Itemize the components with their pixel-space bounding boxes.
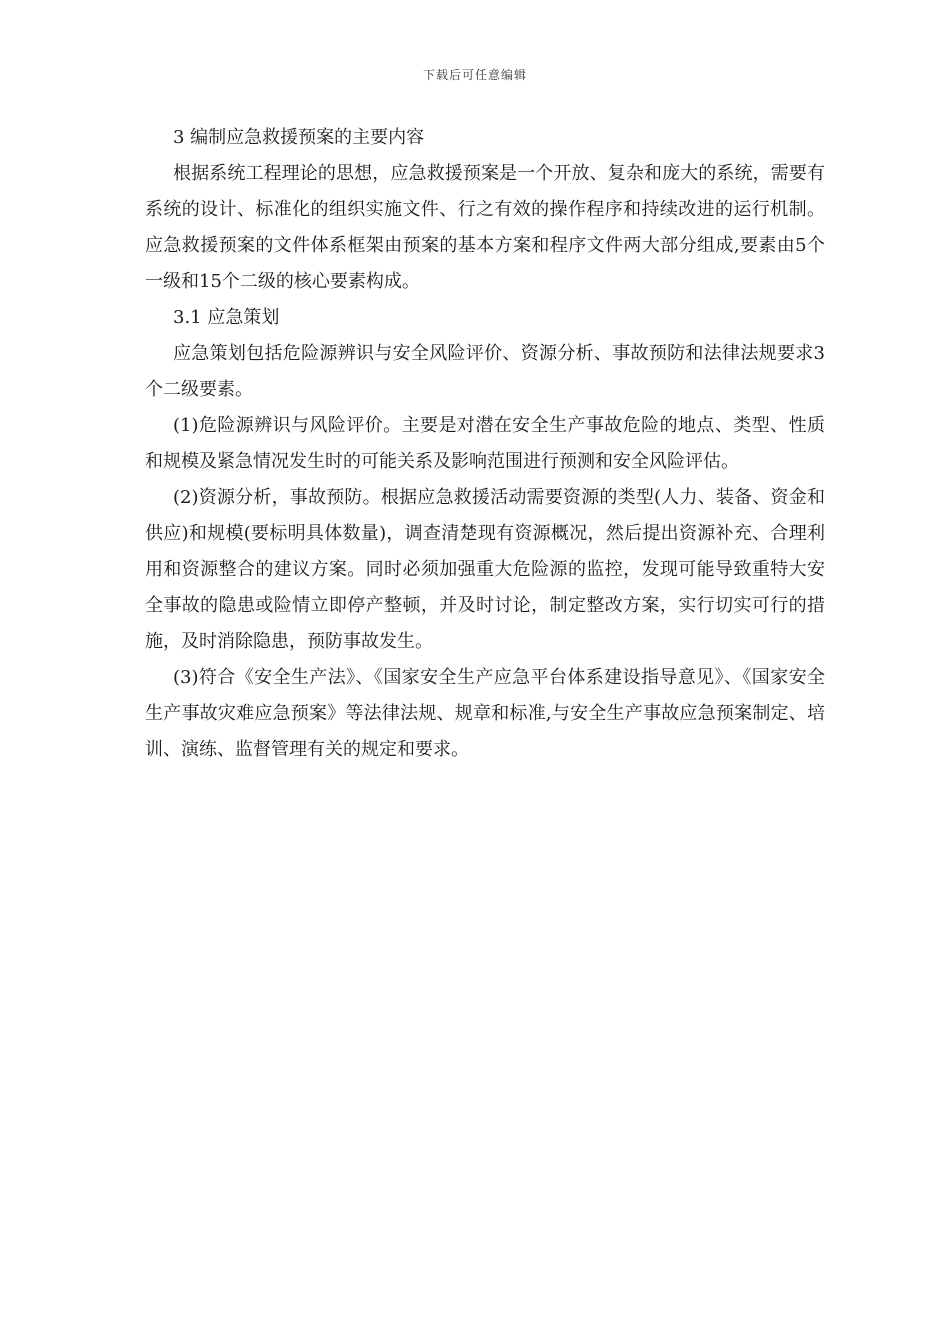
list-item-2: (2)资源分析，事故预防。根据应急救援活动需要资源的类型(人力、装备、资金和供应)和规模(要标明具体数量)，调查清楚现有资源概况，然后提出资源补充、合理利用和资源整合的建议方案。同时必须加强重大危险源的监控，发现可能导致重特大安全事故的隐患或险情立即停产整顿，并及时讨论，制定整改方案，实行切实可行的措施，及时消除隐患，预防事故发生。 (145, 487, 825, 652)
document-body (145, 120, 825, 768)
list-item-1: (1)危险源辨识与风险评价。主要是对潜在安全生产事故危险的地点、类型、性质和规模及紧急情况发生时的可能关系及影响范围进行预测和安全风险评估。 (145, 415, 825, 472)
list-item-3: (3)符合《安全生产法》、《国家安全生产应急平台体系建设指导意见》、《国家安全生产事故灾难应急预案》等法律法规、规章和标准,与安全生产事故应急预案制定、培训、演练、监督管理有关的规定和要求。 (145, 667, 825, 760)
paragraph-intro: 根据系统工程理论的思想，应急救援预案是一个开放、复杂和庞大的系统，需要有系统的设计、标准化的组织实施文件、行之有效的操作程序和持续改进的运行机制。应急救援预案的文件体系框架由预案的基本方案和程序文件两大部分组成,要素由5个一级和15个二级的核心要素构成。 (145, 163, 825, 292)
section-heading: 3 编制应急救援预案的主要内容 (173, 127, 425, 148)
paragraph-planning: 应急策划包括危险源辨识与安全风险评价、资源分析、事故预防和法律法规要求3个二级要素。 (145, 343, 825, 400)
subsection-heading: 3.1 应急策划 (173, 307, 280, 328)
page-header: 下载后可任意编辑 (422, 68, 527, 82)
